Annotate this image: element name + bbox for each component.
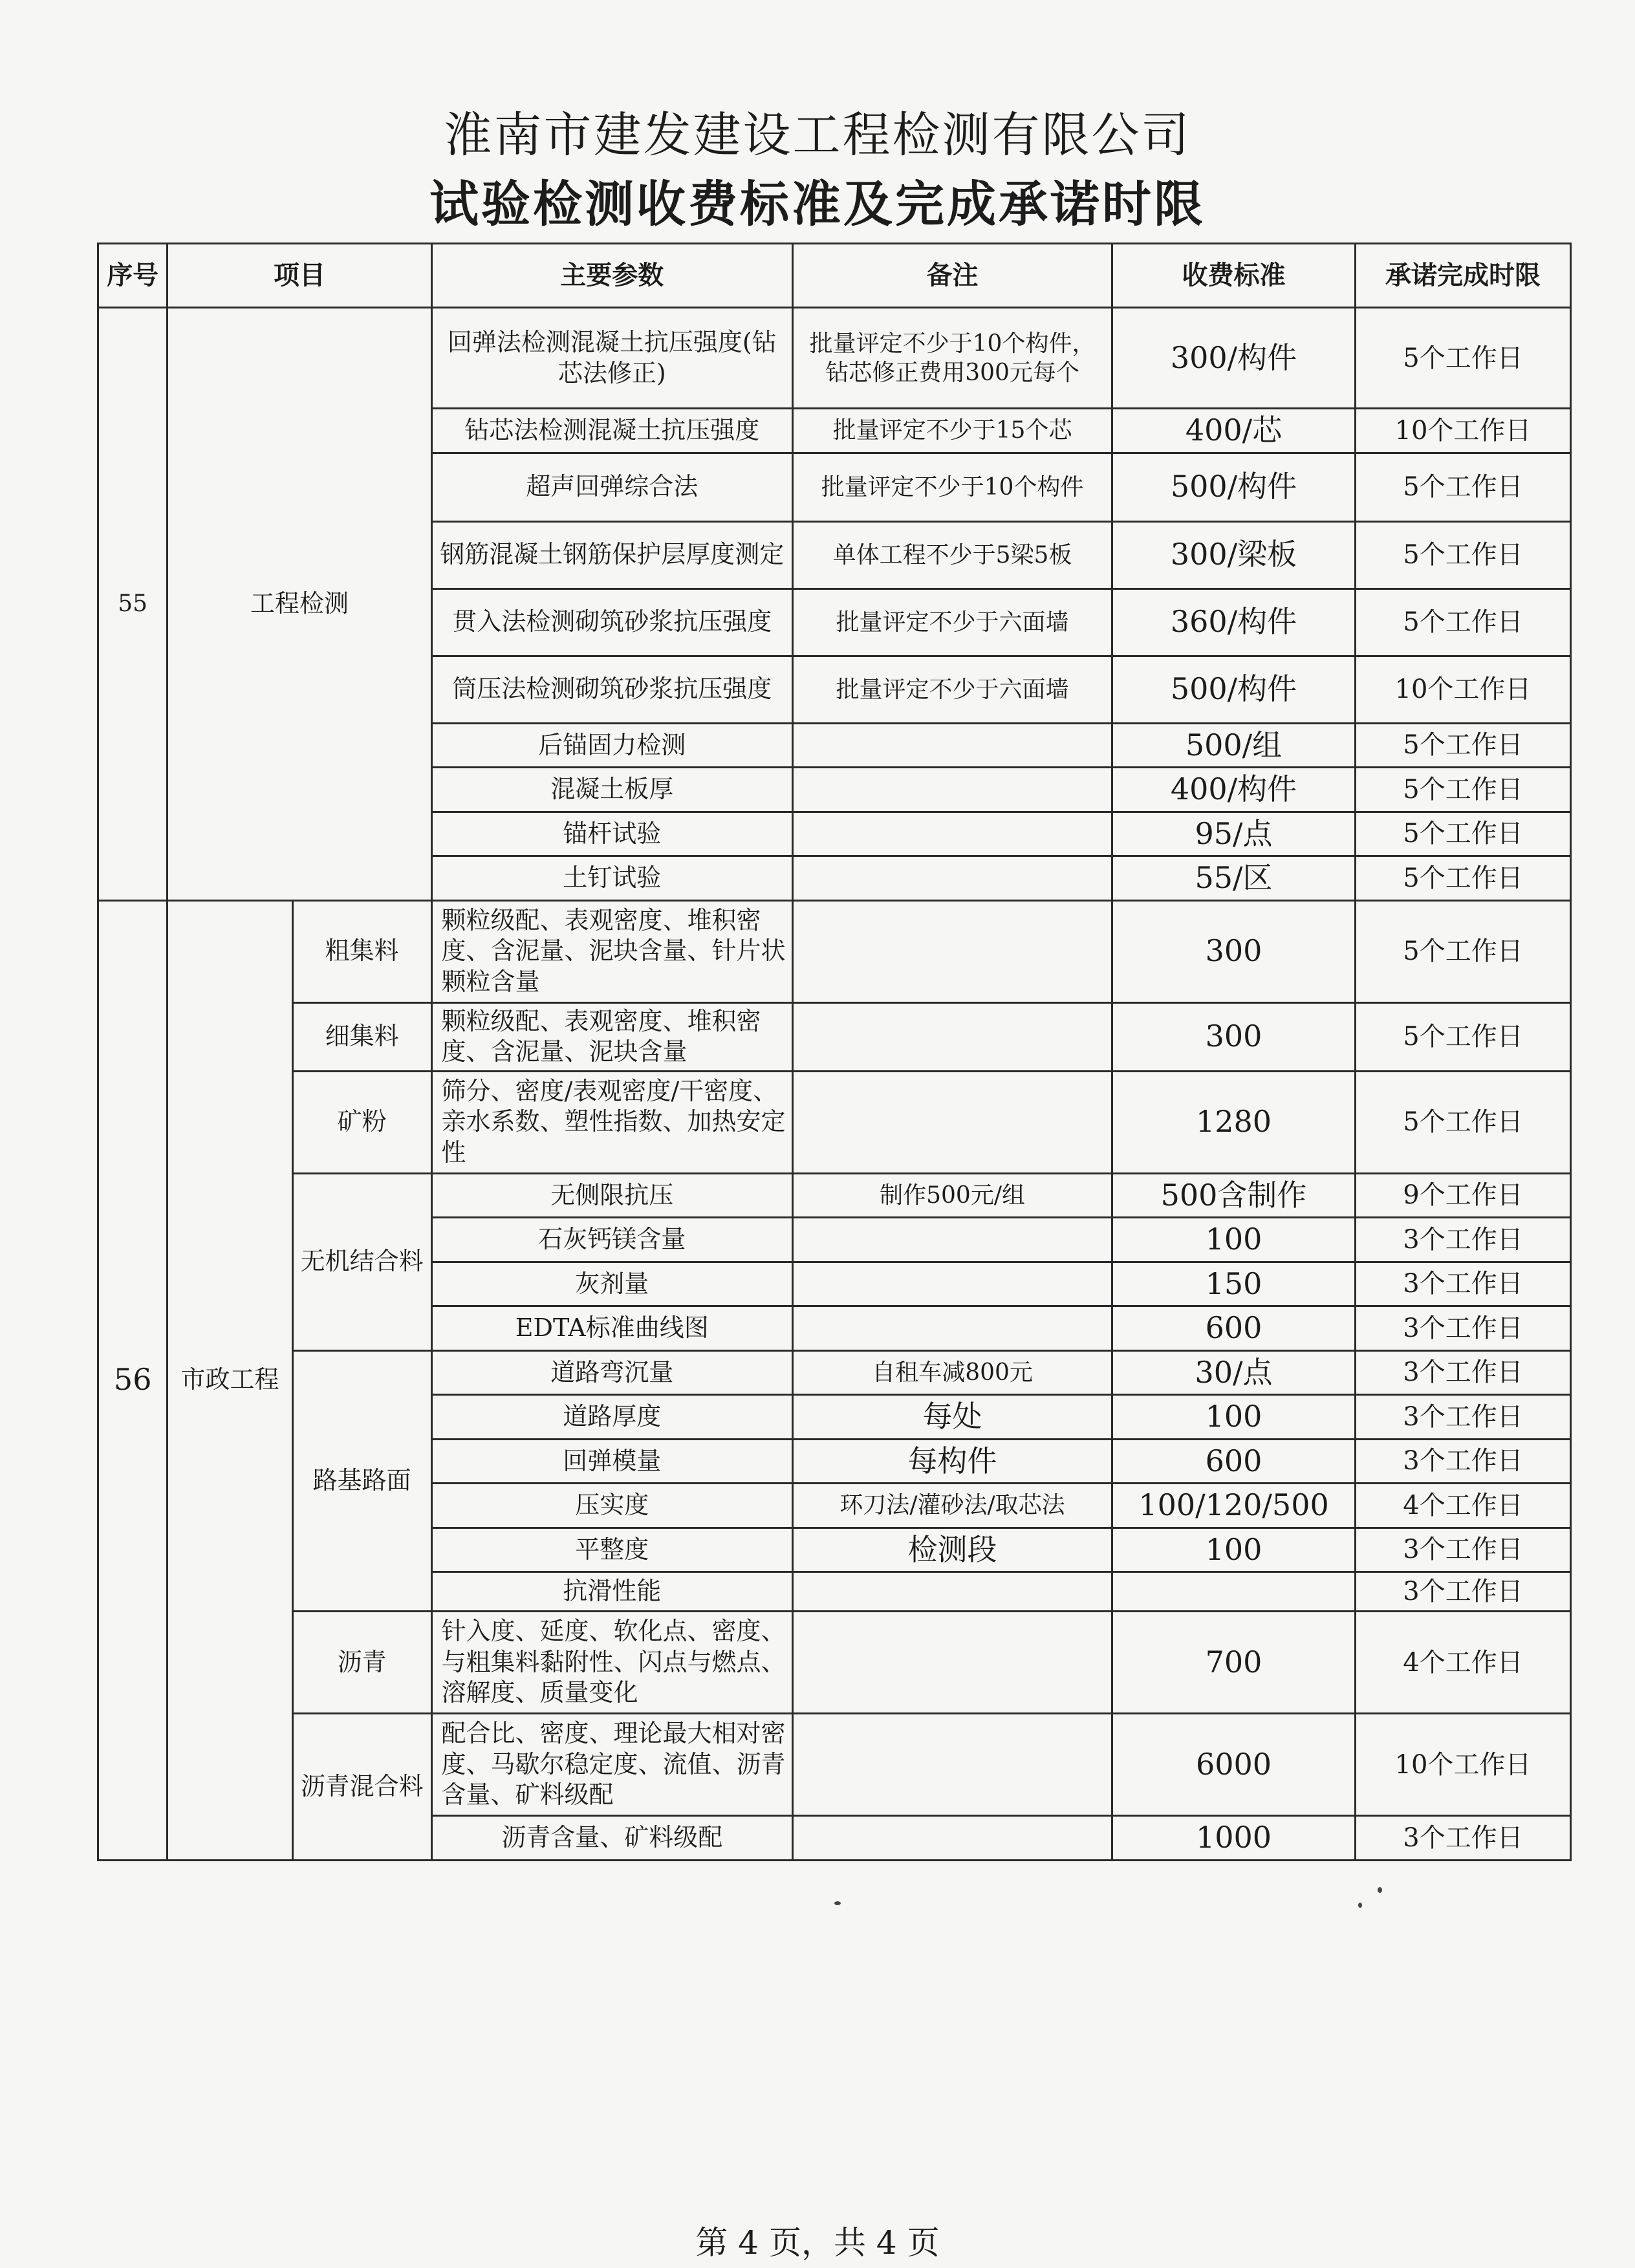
param-cell: 沥青含量、矿料级配 (431, 1816, 793, 1861)
param-cell: 灰剂量 (431, 1262, 793, 1306)
time-cell: 4个工作日 (1355, 1484, 1570, 1528)
param-cell: 道路厚度 (431, 1395, 793, 1440)
fee-cell: 300/梁板 (1112, 521, 1356, 589)
subitem-cell: 粗集料 (292, 900, 431, 1002)
note-cell: 检测段 (793, 1528, 1112, 1572)
fee-cell: 300 (1112, 900, 1356, 1002)
scan-speck (834, 1901, 841, 1905)
fee-cell: 30/点 (1112, 1350, 1356, 1395)
param-cell: EDTA标准曲线图 (431, 1306, 793, 1351)
table-row (98, 900, 1571, 1002)
param-cell: 筛分、密度/表观密度/干密度、亲水系数、塑性指数、加热安定性 (431, 1071, 793, 1173)
time-cell: 10个工作日 (1355, 656, 1570, 723)
note-cell: 单体工程不少于5梁5板 (793, 521, 1112, 589)
col-header-seq: 序号 (98, 244, 168, 308)
fee-cell (1112, 1572, 1356, 1612)
param-cell: 回弹模量 (431, 1439, 793, 1484)
subitem-cell: 路基路面 (292, 1350, 431, 1612)
note-cell: 批量评定不少于10个构件，钻芯修正费用300元每个 (793, 308, 1112, 409)
param-cell: 压实度 (431, 1484, 793, 1528)
time-cell: 10个工作日 (1355, 409, 1570, 453)
note-cell (793, 1071, 1112, 1173)
note-cell (793, 1262, 1112, 1306)
note-cell (793, 723, 1112, 768)
fee-cell: 500/构件 (1112, 656, 1356, 723)
time-cell: 5个工作日 (1355, 768, 1570, 812)
time-cell: 3个工作日 (1355, 1306, 1570, 1351)
fee-cell: 360/构件 (1112, 589, 1356, 656)
note-cell (793, 768, 1112, 812)
fee-cell: 300 (1112, 1002, 1356, 1071)
time-cell: 3个工作日 (1355, 1395, 1570, 1440)
time-cell: 5个工作日 (1355, 589, 1570, 656)
note-cell: 制作500元/组 (793, 1173, 1112, 1218)
item-cell: 工程检测 (168, 308, 431, 901)
table-row (98, 1002, 1571, 1071)
fee-cell: 300/构件 (1112, 308, 1356, 409)
time-cell: 5个工作日 (1355, 453, 1570, 521)
fee-cell: 400/芯 (1112, 409, 1356, 453)
col-header-time: 承诺完成时限 (1355, 244, 1570, 308)
table-row (98, 1173, 1571, 1218)
time-cell: 5个工作日 (1355, 1071, 1570, 1173)
subitem-cell: 沥青混合料 (292, 1714, 431, 1861)
seq-cell: 55 (98, 308, 168, 901)
param-cell: 颗粒级配、表观密度、堆积密度、含泥量、泥块含量 (431, 1002, 793, 1071)
note-cell: 每处 (793, 1395, 1112, 1440)
param-cell: 道路弯沉量 (431, 1350, 793, 1395)
note-cell (793, 1002, 1112, 1071)
param-cell: 钢筋混凝土钢筋保护层厚度测定 (431, 521, 793, 589)
seq-cell: 56 (98, 900, 168, 1860)
fee-cell: 150 (1112, 1262, 1356, 1306)
subitem-cell: 细集料 (292, 1002, 431, 1071)
time-cell: 10个工作日 (1355, 1714, 1570, 1816)
time-cell: 3个工作日 (1355, 1572, 1570, 1612)
param-cell: 针入度、延度、软化点、密度、与粗集料黏附性、闪点与燃点、溶解度、质量变化 (431, 1612, 793, 1714)
scan-speck (1358, 1903, 1362, 1908)
param-cell: 平整度 (431, 1528, 793, 1572)
note-cell (793, 1714, 1112, 1816)
note-cell (793, 1816, 1112, 1861)
param-cell: 颗粒级配、表观密度、堆积密度、含泥量、泥块含量、针片状颗粒含量 (431, 900, 793, 1002)
time-cell: 3个工作日 (1355, 1528, 1570, 1572)
document-title: 试验检测收费标准及完成承诺时限 (429, 175, 1206, 233)
scan-speck (1378, 1887, 1382, 1893)
fee-cell: 1000 (1112, 1816, 1356, 1861)
table-row (98, 1350, 1571, 1395)
fee-cell: 500含制作 (1112, 1173, 1356, 1218)
item-cell: 市政工程 (168, 900, 292, 1860)
param-cell: 无侧限抗压 (431, 1173, 793, 1218)
param-cell: 锚杆试验 (431, 812, 793, 856)
time-cell: 3个工作日 (1355, 1350, 1570, 1395)
table-row (98, 1071, 1571, 1173)
param-cell: 抗滑性能 (431, 1572, 793, 1612)
time-cell: 5个工作日 (1355, 308, 1570, 409)
time-cell: 5个工作日 (1355, 521, 1570, 589)
time-cell: 5个工作日 (1355, 856, 1570, 901)
fee-cell: 400/构件 (1112, 768, 1356, 812)
table-row (98, 308, 1571, 409)
fee-cell: 1280 (1112, 1071, 1356, 1173)
note-cell: 批量评定不少于10个构件 (793, 453, 1112, 521)
note-cell (793, 900, 1112, 1002)
time-cell: 3个工作日 (1355, 1218, 1570, 1262)
fee-cell: 100 (1112, 1528, 1356, 1572)
param-cell: 筒压法检测砌筑砂浆抗压强度 (431, 656, 793, 723)
note-cell: 批量评定不少于六面墙 (793, 589, 1112, 656)
col-header-fee: 收费标准 (1112, 244, 1356, 308)
table-header-row (98, 244, 1571, 308)
col-header-note: 备注 (793, 244, 1112, 308)
time-cell: 3个工作日 (1355, 1262, 1570, 1306)
time-cell: 5个工作日 (1355, 812, 1570, 856)
col-header-item: 项目 (168, 244, 431, 308)
fee-table (97, 243, 1572, 1861)
fee-cell: 500/构件 (1112, 453, 1356, 521)
table-row (98, 1714, 1571, 1816)
col-header-params: 主要参数 (431, 244, 793, 308)
note-cell (793, 1306, 1112, 1351)
fee-cell: 55/区 (1112, 856, 1356, 901)
param-cell: 回弹法检测混凝土抗压强度(钻芯法修正) (431, 308, 793, 409)
fee-cell: 95/点 (1112, 812, 1356, 856)
param-cell: 混凝土板厚 (431, 768, 793, 812)
note-cell (793, 1218, 1112, 1262)
time-cell: 5个工作日 (1355, 900, 1570, 1002)
subitem-cell: 无机结合料 (292, 1173, 431, 1350)
time-cell: 3个工作日 (1355, 1816, 1570, 1861)
time-cell: 3个工作日 (1355, 1439, 1570, 1484)
fee-cell: 100 (1112, 1218, 1356, 1262)
note-cell: 批量评定不少于六面墙 (793, 656, 1112, 723)
note-cell: 每构件 (793, 1439, 1112, 1484)
fee-cell: 6000 (1112, 1714, 1356, 1816)
note-cell (793, 1612, 1112, 1714)
fee-cell: 100 (1112, 1395, 1356, 1440)
fee-cell: 100/120/500 (1112, 1484, 1356, 1528)
time-cell: 9个工作日 (1355, 1173, 1570, 1218)
note-cell: 环刀法/灌砂法/取芯法 (793, 1484, 1112, 1528)
subitem-cell: 矿粉 (292, 1071, 431, 1173)
note-cell: 批量评定不少于15个芯 (793, 409, 1112, 453)
param-cell: 配合比、密度、理论最大相对密度、马歇尔稳定度、流值、沥青含量、矿料级配 (431, 1714, 793, 1816)
fee-cell: 600 (1112, 1306, 1356, 1351)
page-footer: 第 4 页，共 4 页 (695, 2224, 940, 2262)
param-cell: 后锚固力检测 (431, 723, 793, 768)
note-cell: 自租车减800元 (793, 1350, 1112, 1395)
subitem-cell: 沥青 (292, 1612, 431, 1714)
param-cell: 土钉试验 (431, 856, 793, 901)
param-cell: 超声回弹综合法 (431, 453, 793, 521)
company-name: 淮南市建发建设工程检测有限公司 (444, 107, 1191, 163)
table-row (98, 1612, 1571, 1714)
fee-cell: 700 (1112, 1612, 1356, 1714)
time-cell: 5个工作日 (1355, 723, 1570, 768)
param-cell: 钻芯法检测混凝土抗压强度 (431, 409, 793, 453)
fee-cell: 500/组 (1112, 723, 1356, 768)
param-cell: 贯入法检测砌筑砂浆抗压强度 (431, 589, 793, 656)
time-cell: 5个工作日 (1355, 1002, 1570, 1071)
fee-cell: 600 (1112, 1439, 1356, 1484)
note-cell (793, 856, 1112, 901)
note-cell (793, 812, 1112, 856)
param-cell: 石灰钙镁含量 (431, 1218, 793, 1262)
note-cell (793, 1572, 1112, 1612)
time-cell: 4个工作日 (1355, 1612, 1570, 1714)
